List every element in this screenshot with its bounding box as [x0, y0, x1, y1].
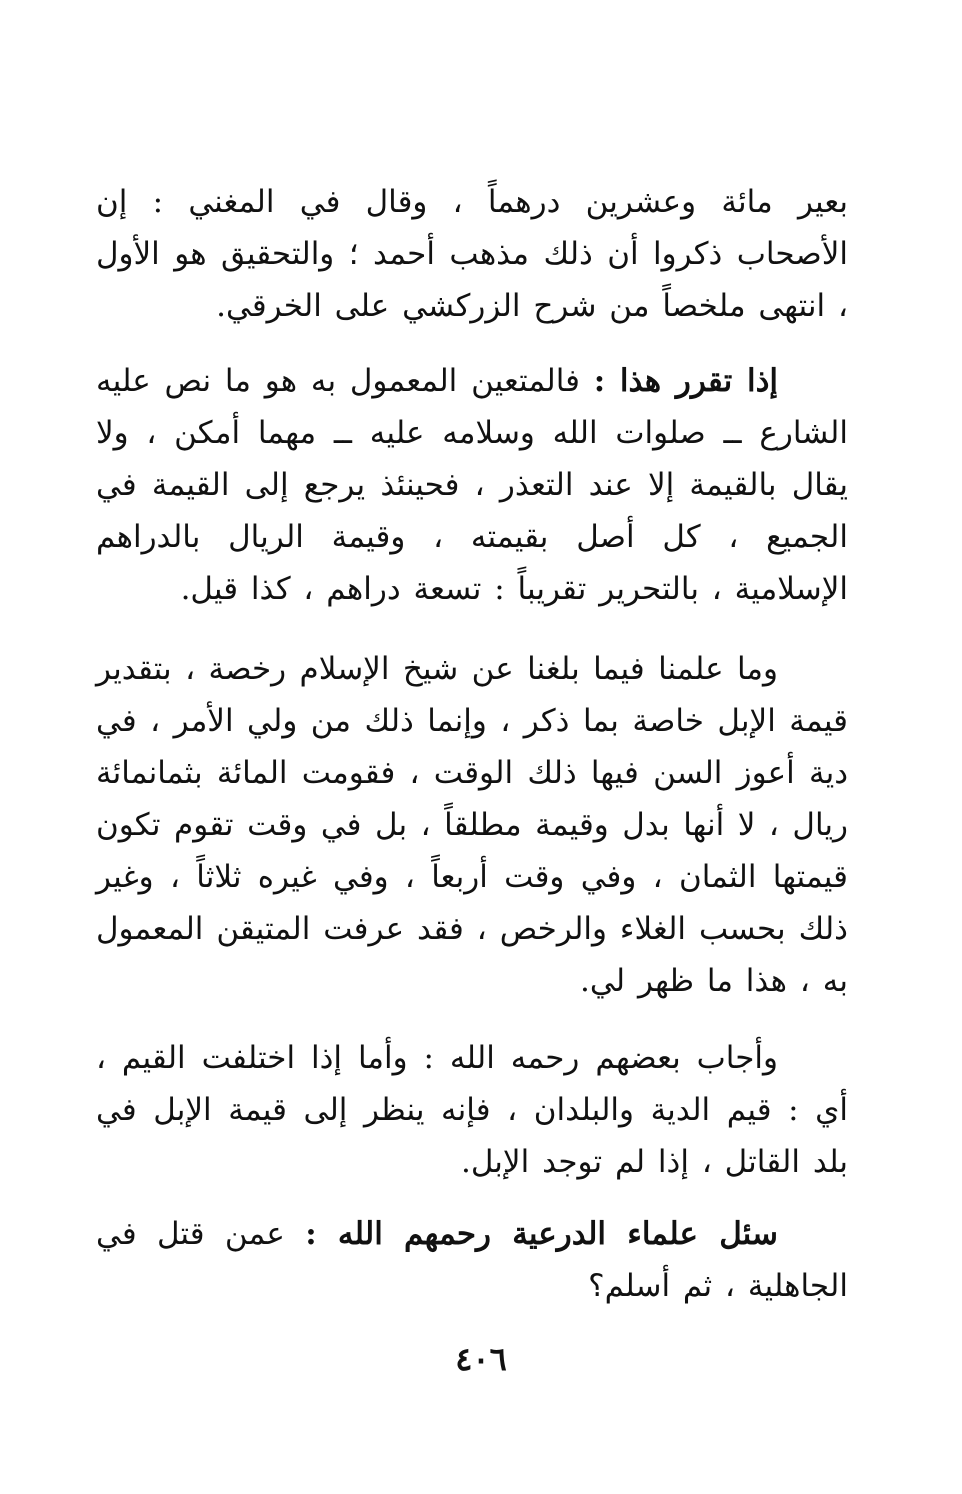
paragraph-4 — [96, 1032, 848, 1188]
paragraph-4-text: وأجاب بعضهم رحمه الله : وأما إذا اختلفت القيم ، أي : قيم الدية والبلدان ، فإنه ينظر إلى قيمة الإبل في بلد القاتل ، إذا لم توجد الإبل. — [96, 1040, 848, 1180]
paragraph-1-text: بعير مائة وعشرين درهماً ، وقال في المغني : إن الأصحاب ذكروا أن ذلك مذهب أحمد ؛ والتحقيق هو الأول ، انتهى ملخصاً من شرح الزركشي على الخرقي. — [96, 184, 848, 324]
paragraph-3 — [96, 643, 848, 1007]
paragraph-5-text: عمن قتل في الجاهلية ، ثم أسلم؟ — [96, 1216, 848, 1304]
paragraph-1 — [96, 176, 848, 332]
paragraph-2-text: فالمتعين المعمول به هو ما نص عليه الشارع ــ صلوات الله وسلامه عليه ــ مهما أمكن ، ولا يقال بالقيمة إلا عند التعذر ، فحينئذ يرجع إلى القيمة في الجميع ، كل أصل بقيمته ، وقيمة الريال بالدراهم الإسلامية ، بالتحرير تقريباً : تسعة دراهم ، كذا قيل. — [96, 363, 848, 607]
page-number: ٤٠٦ — [455, 1340, 507, 1378]
paragraph-2 — [96, 355, 848, 615]
paragraph-5-lead: سئل علماء الدرعية رحمهم الله : — [305, 1216, 778, 1252]
paragraph-2-lead: إذا تقرر هذا : — [593, 363, 778, 399]
paragraph-3-text: وما علمنا فيما بلغنا عن شيخ الإسلام رخصة ، بتقدير قيمة الإبل خاصة بما ذكر ، وإنما ذلك من ولي الأمر ، في دية أعوز السن فيها ذلك الوقت ، فقومت المائة بثمانمائة ريال ، لا أنها بدل وقيمة مطلقاً ، بل في وقت تقوم تكون قيمتها الثمان ، وفي وقت أربعاً ، وفي غيره ثلاثاً ، وغير ذلك بحسب الغلاء والرخص ، فقد عرفت المتيقن المعمول به ، هذا ما ظهر لي. — [96, 651, 848, 999]
paragraph-5 — [96, 1208, 848, 1312]
